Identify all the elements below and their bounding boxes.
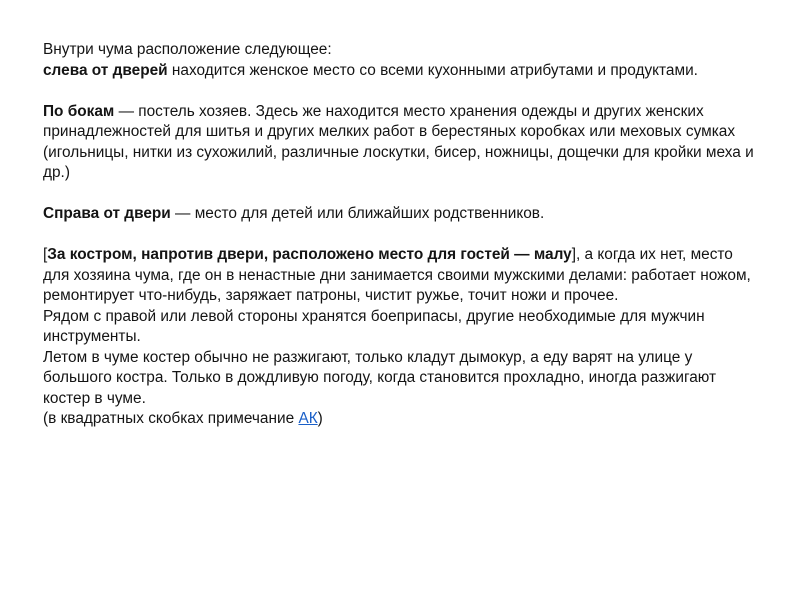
note-line [43, 409, 758, 430]
paragraph-behind-fire [43, 245, 758, 307]
text-body [43, 40, 758, 430]
close-bracket: ] [571, 246, 576, 263]
paragraph-gap [43, 184, 758, 205]
sides-text: — постель хозяев. Здесь же находится место хранения одежды и других женских принадлежностей для шитья и других мелких работ в берестяных коробках или меховых сумках (игольницы, нитки из сухожилий, различные лоскутки, бисер, ножницы, дощечки для кройки меха и др.) [43, 102, 754, 181]
left-of-door-text: находится женское место со всеми кухонными атрибутами и продуктами. [167, 61, 698, 79]
note-suffix: ) [317, 410, 323, 427]
summer-fire-line: Летом в чуме костер обычно не разжигают, только кладут дымокур, а еду варят на улице у большого костра. Только в дождливую погоду, когда становится прохладно, иногда разжигают костер в чуме. [43, 348, 717, 407]
sides-heading: По бокам [43, 102, 115, 120]
note-prefix: (в квадратных скобках примечание [43, 410, 299, 427]
intro-line: Внутри чума расположение следующее: [43, 41, 332, 58]
left-of-door-heading: слева от дверей [43, 61, 168, 79]
open-bracket: [ [43, 246, 48, 263]
right-of-door-text: — место для детей или ближайших родственников. [170, 205, 545, 222]
paragraph-gap [43, 225, 758, 246]
right-of-door-heading: Справа от двери [43, 205, 171, 222]
paragraph-gap [43, 81, 758, 102]
paragraph-right-of-door [43, 204, 758, 225]
paragraph-sides [43, 102, 758, 184]
behind-fire-heading: За костром, напротив двери, расположено место для гостей — малу [47, 246, 572, 263]
paragraph-left-of-door [43, 61, 758, 82]
ammunition-line: Рядом с правой или левой стороны хранятся боеприпасы, другие необходимые для мужчин инструменты. [43, 307, 705, 345]
behind-fire-text: , а когда их нет, место для хозяина чума, где он в ненастные дни занимается своими мужскими делами: работает ножом, ремонтирует что-нибудь, заряжает патроны, чистит ружье, точит ножи и прочее. [43, 246, 751, 304]
note-author-link[interactable]: АК [298, 410, 318, 427]
